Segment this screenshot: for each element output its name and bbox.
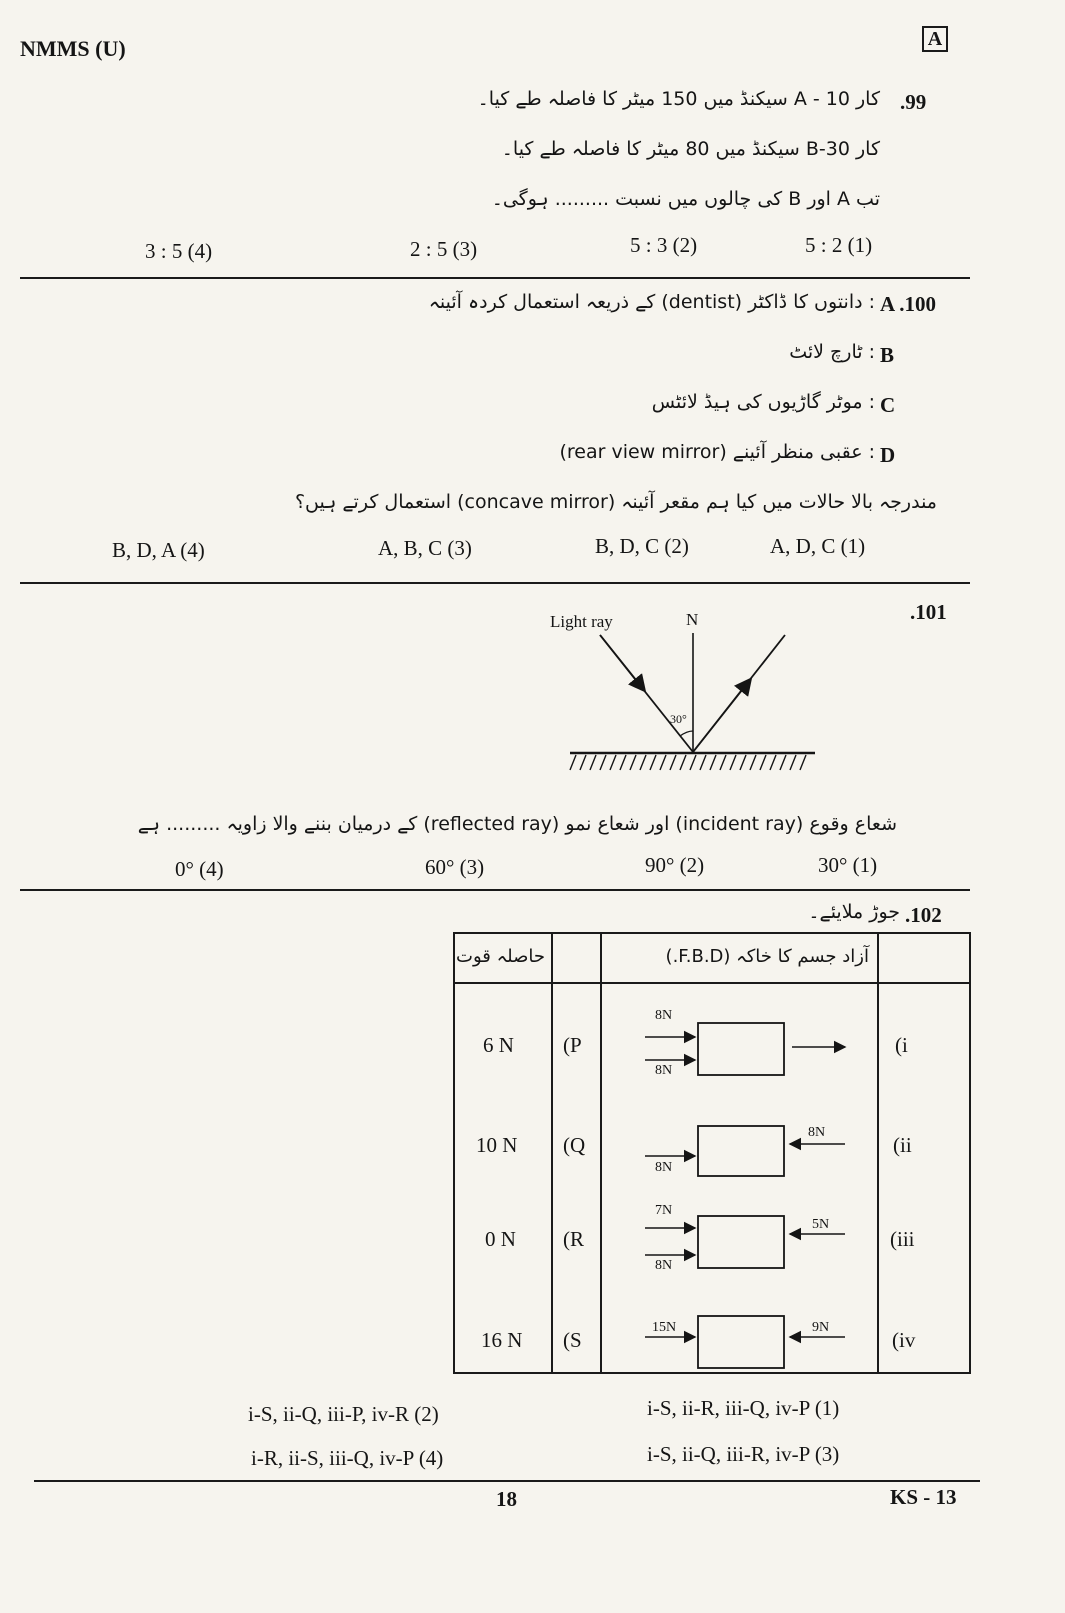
row3-fbd — [640, 1210, 860, 1280]
q100-d: : عقبی منظر آئینے (rear view mirror) — [559, 441, 875, 463]
divider-2 — [20, 582, 970, 584]
row1-f1: 8N — [655, 1008, 673, 1023]
q100-option-1: A, D, C (1) — [770, 534, 866, 558]
row1-roman: (i — [895, 1033, 908, 1057]
q101-question: شعاع وقوع (incident ray) اور شعاع نمو (reflected ray) کے درمیان بننے والا زاویہ ......... ہے — [137, 813, 897, 835]
row2-fbd — [640, 1118, 860, 1183]
row1-f2: 8N — [655, 1063, 673, 1078]
row2-f2: 8N — [655, 1160, 673, 1175]
q99-option-3: 2 : 5 (3) — [410, 237, 478, 261]
row4-f1: 15N — [652, 1320, 677, 1335]
row3-roman: (iii — [890, 1227, 915, 1251]
row1-label: (P — [563, 1033, 582, 1057]
q99-number: .99 — [900, 90, 927, 114]
row2-roman: (ii — [893, 1133, 912, 1157]
footer-page-number: 18 — [496, 1487, 517, 1511]
q99-option-2: 5 : 3 (2) — [630, 233, 698, 257]
q102-option-2: i-S, ii-Q, iii-P, iv-R (2) — [248, 1402, 439, 1426]
row2-fr: 8N — [808, 1125, 826, 1140]
footer-divider — [34, 1480, 980, 1482]
q99-option-4: 3 : 5 (4) — [145, 239, 213, 263]
row1-fbd — [640, 1015, 860, 1080]
q100-question: مندرجہ بالا حالات میں کیا ہم مقعر آئینہ (concave mirror) استعمال کرتے ہیں؟ — [294, 491, 937, 513]
q100-option-3: A, B, C (3) — [378, 536, 472, 560]
q101-option-1: 30° (1) — [818, 853, 878, 877]
q102-option-1: i-S, ii-R, iii-Q, iv-P (1) — [647, 1396, 840, 1420]
row1-force: 6 N — [483, 1033, 514, 1057]
q102-option-3: i-S, ii-Q, iii-R, iv-P (3) — [647, 1442, 840, 1466]
q100-c: : موٹر گاڑیوں کی ہیڈ لائٹس — [651, 391, 875, 413]
row4-roman: (iv — [892, 1328, 916, 1352]
q102-instruction: جوڑ ملایئے۔ — [808, 901, 900, 923]
row3-f1: 7N — [655, 1203, 673, 1218]
q99-line3: تب A اور B کی چالوں میں نسبت ......... ہوگی۔ — [491, 188, 880, 210]
q100-a: : دانتوں کا ڈاکٹر (dentist) کے ذریعہ استعمال کردہ آئینہ — [428, 291, 875, 313]
q102-number: .102 — [905, 903, 942, 927]
row3-f2: 8N — [655, 1258, 673, 1273]
q99-line2: کار B-30 سیکنڈ میں 80 میٹر کا فاصلہ طے کیا۔ — [501, 138, 880, 160]
table-header-fbd: آزاد جسم کا خاکہ (F.B.D.) — [665, 946, 869, 967]
diagram-light-ray-label: Light ray — [550, 612, 613, 631]
q100-b: : ٹارچ لائٹ — [789, 341, 875, 363]
table-header-force: حاصلہ قوت — [456, 946, 545, 967]
divider-3 — [20, 889, 970, 891]
row4-force: 16 N — [481, 1328, 523, 1352]
q101-option-4: 0° (4) — [175, 857, 224, 881]
row4-label: (S — [563, 1328, 582, 1352]
row2-label: (Q — [563, 1133, 586, 1157]
q102-option-4: i-R, ii-S, iii-Q, iv-P (4) — [251, 1446, 444, 1470]
answer-set-box: A — [922, 26, 948, 52]
q100-option-2: B, D, C (2) — [595, 534, 689, 558]
reflection-diagram — [560, 625, 820, 780]
q101-option-3: 60° (3) — [425, 855, 485, 879]
q100-option-4: B, D, A (4) — [112, 538, 205, 562]
row4-fbd — [640, 1310, 860, 1375]
row3-force: 0 N — [485, 1227, 516, 1251]
row2-force: 10 N — [476, 1133, 518, 1157]
q101-number: .101 — [910, 600, 947, 624]
q101-option-2: 90° (2) — [645, 853, 705, 877]
footer-code: KS - 13 — [890, 1485, 957, 1509]
divider-1 — [20, 277, 970, 279]
diagram-normal-label: N — [686, 610, 699, 629]
q100-c-label: C — [880, 393, 896, 417]
diagram-angle-label: 30° — [670, 712, 687, 726]
q100-b-label: B — [880, 343, 895, 367]
q100-number: A .100 — [880, 292, 937, 316]
q99-line1: کار A - 10 سیکنڈ میں 150 میٹر کا فاصلہ طے کیا۔ — [477, 88, 880, 110]
row3-fr: 5N — [812, 1217, 830, 1232]
q100-d-label: D — [880, 443, 896, 467]
q99-option-1: 5 : 2 (1) — [805, 233, 873, 257]
row4-fr: 9N — [812, 1320, 830, 1335]
header-left: NMMS (U) — [20, 36, 126, 61]
row3-label: (R — [563, 1227, 584, 1251]
